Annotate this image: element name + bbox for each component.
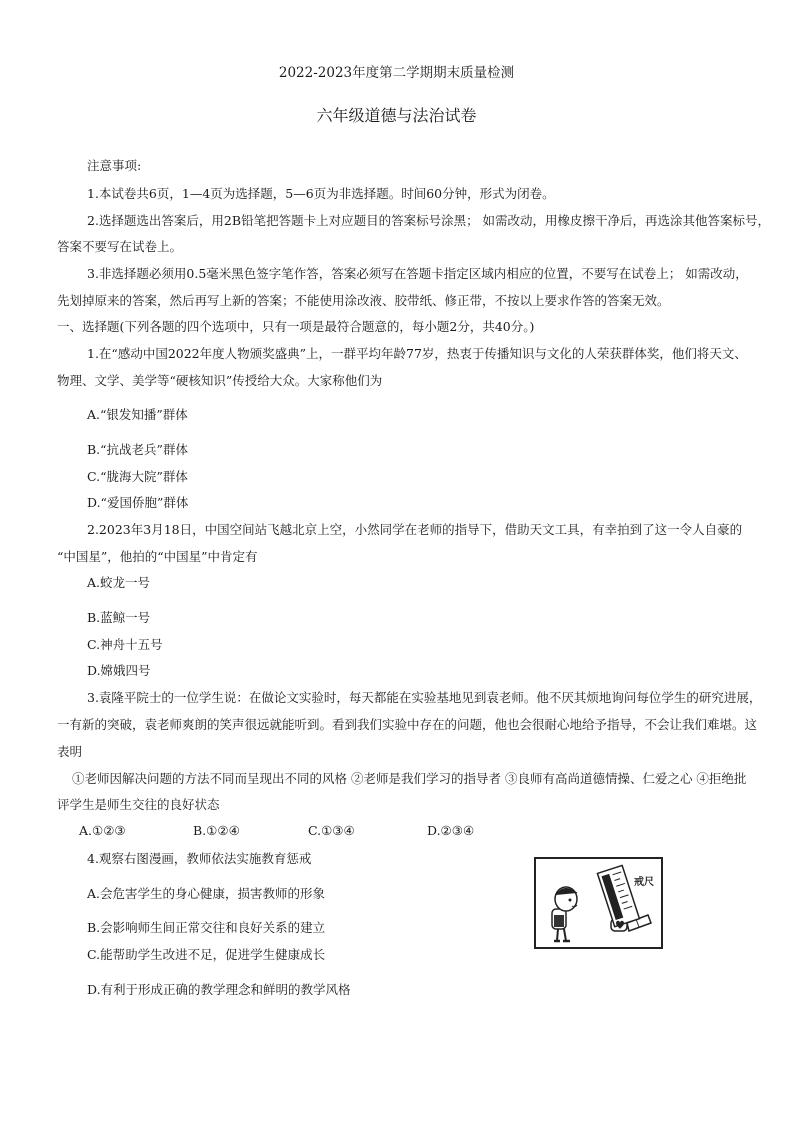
q1-option-c: C.“胧海大院”群体	[87, 469, 188, 484]
cartoon-drawing	[536, 859, 661, 947]
q2-option-c: C.神舟十五号	[87, 637, 163, 652]
q3-statements-line2: 评学生是师生交往的良好状态	[57, 797, 220, 812]
q4-option-a: A.会危害学生的身心健康，损害教师的形象	[87, 886, 326, 901]
q4-stem: 4.观察右图漫画，教师依法实施教育惩戒	[87, 851, 312, 866]
note-3-line2: 先划掉原来的答案，然后再写上新的答案；不能使用涂改液、胶带纸、修正带，不按以上要求作答的答案无效。	[57, 293, 670, 308]
q1-stem-line2: 物理、文学、美学等“硬核知识”传授给大众。大家称他们为	[57, 373, 383, 388]
q1-option-b: B.“抗战老兵”群体	[87, 442, 188, 457]
note-3-line1: 3.非选择题必须用0.5毫米黑色签字笔作答，答案必须写在答题卡指定区域内相应的位置，不要写在试卷上； 如需改动，	[87, 266, 748, 281]
q2-stem-line2: “中国星”，他拍的“中国星”中肯定有	[57, 549, 258, 564]
note-2-line2: 答案不要写在试卷上。	[57, 239, 183, 254]
q1-stem-line1: 1.在“感动中国2022年度人物颁奖盛典”上，一群平均年龄77岁，热衷于传播知识与文化的人荣获群体奖，他们将天文、	[87, 346, 747, 361]
exam-subtitle: 六年级道德与法治试卷	[316, 106, 477, 125]
q3-option-d: D.②③④	[427, 823, 475, 838]
notes-heading: 注意事项:	[87, 158, 142, 173]
q3-option-c: C.①③④	[308, 823, 355, 838]
exam-title: 2022-2023年度第二学期期末质量检测	[278, 65, 515, 81]
note-2-line1: 2.选择题选出答案后，用2B铅笔把答题卡上对应题目的答案标号涂黑； 如需改动，用橡皮擦干净后，再选涂其他答案标号，	[87, 213, 771, 228]
q1-option-a: A.“银发知播”群体	[87, 407, 188, 422]
q3-option-b: B.①②④	[193, 823, 240, 838]
q3-option-a: A.①②③	[79, 823, 126, 838]
q2-option-d: D.嫦娥四号	[87, 663, 151, 678]
cartoon-ruler-label: 戒尺	[634, 877, 654, 888]
section-heading: 一、选择题(下列各题的四个选项中，只有一项是最符合题意的，每小题2分，共40分。)	[57, 319, 535, 334]
q3-statements-line1: ①老师因解决问题的方法不同而呈现出不同的风格 ②老师是我们学习的指导者 ③良师有高尚道德情操、仁爱之心 ④拒绝批	[72, 771, 747, 786]
q4-option-d: D.有利于形成正确的教学理念和鲜明的教学风格	[87, 982, 351, 997]
note-1: 1.本试卷共6页，1—4页为选择题，5—6页为非选择题。时间60分钟，形式为闭卷。	[87, 186, 555, 201]
q2-option-b: B.蓝鲸一号	[87, 610, 151, 625]
q2-option-a: A.蛟龙一号	[87, 575, 151, 590]
q4-cartoon-image	[534, 857, 663, 949]
q3-stem-line2: 一有新的突破，袁老师爽朗的笑声很远就能听到。看到我们实验中存在的问题，他也会很耐心地给予指导，不会让我们难堪。这	[57, 717, 758, 732]
q4-option-b: B.会影响师生间正常交往和良好关系的建立	[87, 920, 326, 935]
q3-stem-line1: 3.袁隆平院士的一位学生说：在做论文实验时，每天都能在实验基地见到袁老师。他不厌其烦地询问每位学生的研究进展，	[87, 690, 762, 705]
q3-stem-line3: 表明	[57, 744, 83, 759]
q1-option-d: D.“爱国侨胞”群体	[87, 495, 189, 510]
q4-option-c: C.能帮助学生改进不足，促进学生健康成长	[87, 947, 326, 962]
q2-stem-line1: 2.2023年3月18日，中国空间站飞越北京上空，小然同学在老师的指导下，借助天文工具，有幸拍到了这一令人自豪的	[87, 522, 743, 537]
